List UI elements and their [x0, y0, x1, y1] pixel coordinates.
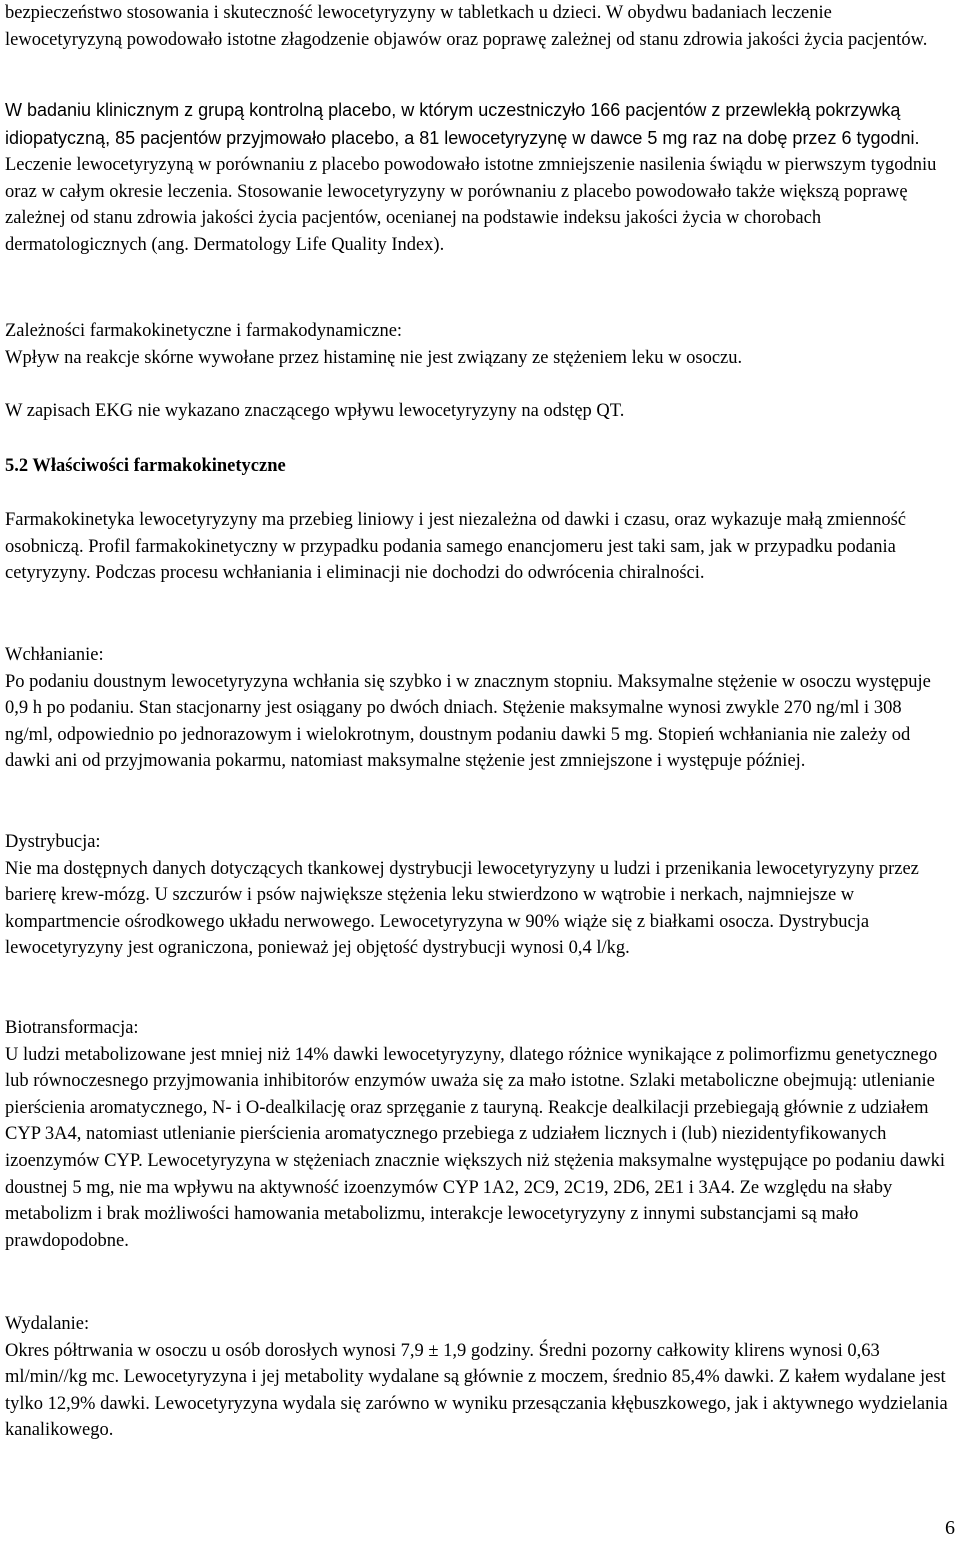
pkpd-text: Wpływ na reakcje skórne wywołane przez histaminę nie jest związany ze stężeniem leku w osoczu.	[5, 347, 743, 368]
pk-intro-paragraph: Farmakokinetyka lewocetyryzyny ma przebieg liniowy i jest niezależna od dawki i czasu, oraz wykazuje małą zmienność osobniczą. Profil farmakokinetyczny w przypadku podania samego enancjomeru jest taki sam, jak w przypadku podania cetyryzyny. Podczas procesu wchłaniania i eliminacji nie dochodzi do odwrócenia chiralności.	[5, 510, 907, 584]
distribution-section	[5, 829, 952, 962]
pkpd-section	[5, 318, 742, 371]
clinical-study-serif-text: Leczenie lewocetyryzyną w porównaniu z placebo powodowało istotne zmniejszenie nasilenia świądu w pierwszym tygodniu oraz w całym okresie leczenia. Stosowanie lewocetyryzyny w porównaniu z placebo powodowało także większą poprawę zależnej od stanu zdrowia jakości życia pacjentów, ocenianej na podstawie indeksu jakości życia w chorobach dermatologicznych (ang. Dermatology Life Quality Index).	[5, 155, 937, 255]
page-number: 6	[945, 1517, 955, 1539]
elimination-section	[5, 1311, 952, 1444]
clinical-study-paragraph	[5, 97, 952, 259]
distribution-label: Dystrybucja:	[5, 832, 101, 852]
intro-paragraph: bezpieczeństwo stosowania i skuteczność lewocetyryzyny w tabletkach u dzieci. W obydwu badaniach leczenie lewocetyryzyną powodowało istotne złagodzenie objawów oraz poprawę zależnej od stanu zdrowia jakości życia pacjentów.	[5, 3, 928, 50]
clinical-study-sans-text: W badaniu klinicznym z grupą kontrolną placebo, w którym uczestniczyło 166 pacjentów z przewlekłą pokrzywką idiopatyczną, 85 pacjentów przyjmowało placebo, a 81 lewocetyryzynę w dawce 5 mg raz na dobę przez 6 tygodni.	[5, 100, 920, 148]
absorption-section	[5, 642, 952, 775]
biotransformation-section	[5, 1015, 952, 1254]
biotransformation-label: Biotransformacja:	[5, 1018, 139, 1038]
biotransformation-text: U ludzi metabolizowane jest mniej niż 14% dawki lewocetyryzyny, dlatego różnice wynikające z polimorfizmu genetycznego lub równoczesnego przyjmowania inhibitorów enzymów uważa się za mało istotne. Szlaki metaboliczne obejmują: utlenianie pierścienia aromatycznego, N- i O-dealkilację oraz sprzęganie z tauryną. Reakcje dealkilacji przebiegają głównie z udziałem CYP 3A4, natomiast utlenianie pierścienia aromatycznego przebiega z udziałem licznych i (lub) niezidentyfikowanych izoenzymów CYP. Lewocetyryzyna w stężeniach znacznie większych niż stężenia maksymalne występujące po podaniu dawki doustnej 5 mg, nie ma wpływu na aktywność izoenzymów CYP 1A2, 2C9, 2C19, 2D6, 2E1 i 3A4. Ze względu na słaby metabolizm i brak możliwości hamowania metabolizmu, interakcje lewocetyryzyny z innymi substancjami są mało prawdopodobne.	[5, 1044, 946, 1251]
elimination-text: Okres półtrwania w osoczu u osób dorosłych wynosi 7,9 ± 1,9 godziny. Średni pozorny całkowity klirens wynosi 0,63 ml/min//kg mc. Lewocetyryzyna i jej metabolity wydalane są głównie z moczem, średnio 85,4% dawki. Z kałem wydalane jest tylko 12,9% dawki. Lewocetyryzyna wydala się zarówno w wyniku przesączania kłębuszkowego, jak i aktywnego wydzielania kanalikowego.	[5, 1340, 948, 1441]
absorption-text: Po podaniu doustnym lewocetyryzyna wchłania się szybko i w znacznym stopniu. Maksymalne stężenie w osoczu występuje 0,9 h po podaniu. Stan stacjonarny jest osiągany po dwóch dniach. Stężenie maksymalne wynosi zwykle 270 ng/ml i 308 ng/ml, odpowiednio po jednorazowym i wielokrotnym, doustnym podaniu dawki 5 mg. Stopień wchłaniania nie zależy od dawki ani od przyjmowania pokarmu, natomiast maksymalne stężenie jest zmniejszone i występuje później.	[5, 671, 931, 772]
absorption-label: Wchłanianie:	[5, 645, 104, 665]
elimination-label: Wydalanie:	[5, 1314, 90, 1334]
pkpd-label: Zależności farmakokinetyczne i farmakodynamiczne:	[5, 321, 403, 341]
ekg-paragraph: W zapisach EKG nie wykazano znaczącego wpływu lewocetyryzyny na odstęp QT.	[5, 401, 625, 421]
distribution-text: Nie ma dostępnych danych dotyczących tkankowej dystrybucji lewocetyryzyny u ludzi i przenikania lewocetyryzyny przez barierę krew-mózg. U szczurów i psów największe stężenia leku stwierdzono w wątrobie i nerkach, najmniejsze w kompartmencie ośrodkowego układu nerwowego. Lewocetyryzyna w 90% wiąże się z białkami osocza. Dystrybucja lewocetyryzyny jest ograniczona, ponieważ jej objętość dystrybucji wynosi 0,4 l/kg.	[5, 858, 919, 959]
section-heading: 5.2 Właściwości farmakokinetyczne	[5, 456, 286, 476]
